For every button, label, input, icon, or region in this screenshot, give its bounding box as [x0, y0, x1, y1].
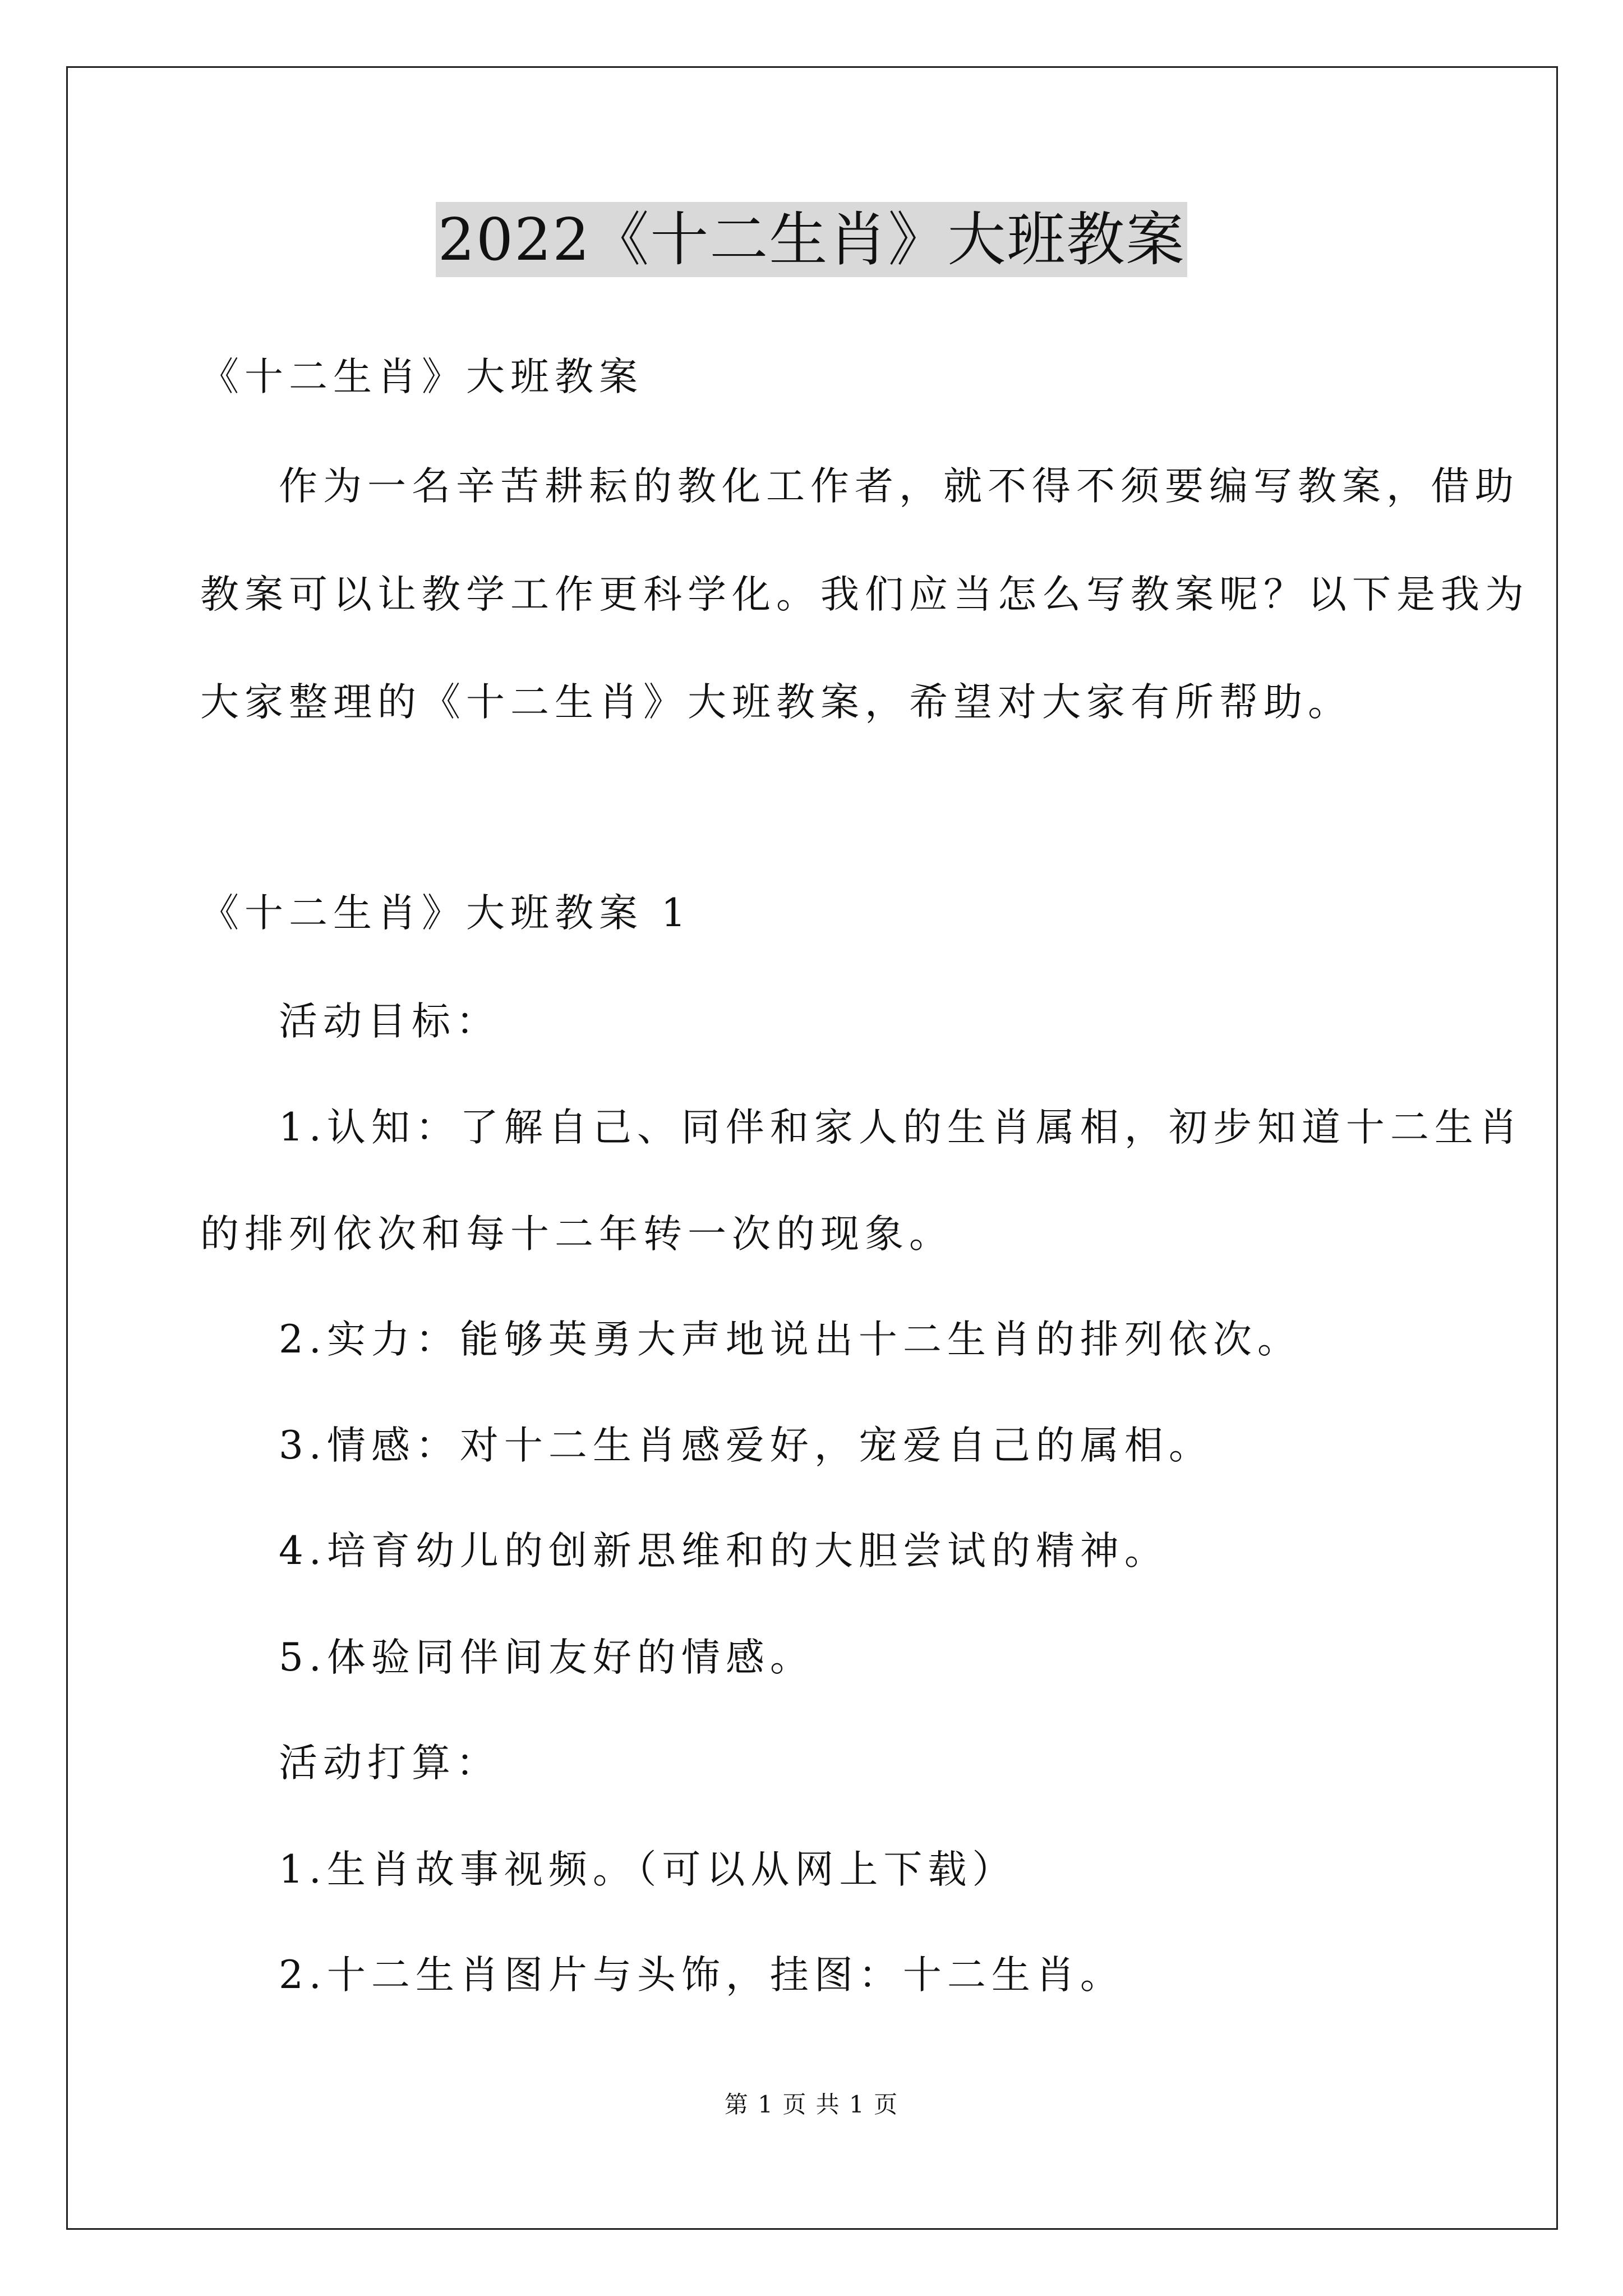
document-title: [0, 203, 1623, 276]
objective-4: 4.培育幼儿的创新思维和的大胆尝试的精神。: [279, 1529, 1169, 1573]
objective-1-line-2: 的排列依次和每十二年转一次的现象。: [200, 1212, 953, 1257]
objective-3: 3.情感：对十二生肖感爱好，宠爱自己的属相。: [279, 1423, 1213, 1468]
section-heading: 《十二生肖》大班教案 1: [200, 891, 691, 936]
intro-line-3: 大家整理的《十二生肖》大班教案，希望对大家有所帮助。: [200, 680, 1352, 725]
objective-1-line-1: 1.认知：了解自己、同伴和家人的生肖属相，初步知道十二生肖: [279, 1105, 1523, 1150]
objective-2: 2.实力：能够英勇大声地说出十二生肖的排列依次。: [279, 1317, 1302, 1362]
objectives-heading: 活动目标：: [279, 999, 500, 1044]
preparation-heading: 活动打算：: [279, 1741, 500, 1786]
page-footer: 第 1 页 共 1 页: [724, 2091, 899, 2118]
intro-line-2: 教案可以让教学工作更科学化。我们应当怎么写教案呢？以下是我为: [200, 572, 1529, 617]
intro-line-1: 作为一名辛苦耕耘的教化工作者，就不得不须要编写教案，借助: [279, 464, 1519, 509]
preparation-2: 2.十二生肖图片与头饰，挂图：十二生肖。: [279, 1953, 1124, 1998]
document-title-text: 2022《十二生肖》大班教案: [436, 202, 1188, 277]
document-subtitle: 《十二生肖》大班教案: [200, 355, 643, 399]
objective-5: 5.体验同伴间友好的情感。: [279, 1635, 814, 1680]
preparation-1: 1.生肖故事视频。（可以从网上下载）: [279, 1847, 1017, 1892]
